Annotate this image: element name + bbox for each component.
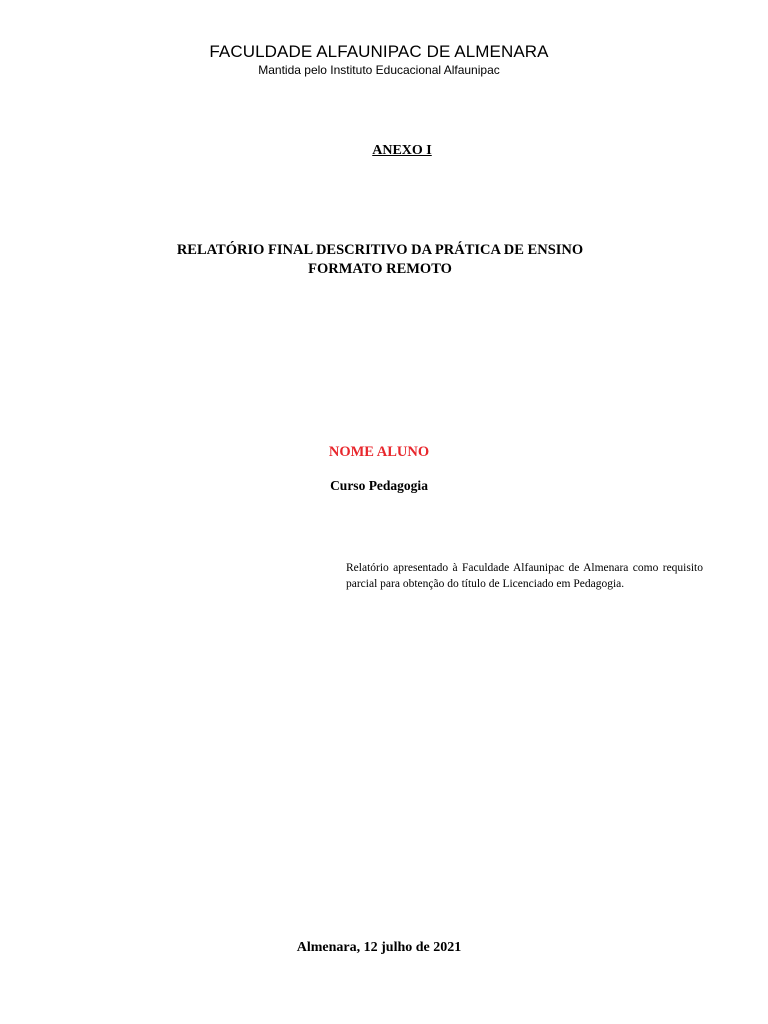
report-description: Relatório apresentado à Faculdade Alfaunipac de Almenara como requisito parcial para obtenção do título de Licenciado em Pedagogia. (346, 562, 703, 590)
student-name: NOME ALUNO (328, 444, 430, 460)
report-title (0, 241, 760, 279)
report-title-line-2: FORMATO REMOTO (308, 261, 452, 277)
report-title-line-1: RELATÓRIO FINAL DESCRITIVO DA PRÁTICA DE ENSINO (176, 242, 584, 258)
institution-subtitle: Mantida pelo Instituto Educacional Alfaunipac (258, 63, 500, 77)
place-and-date: Almenara, 12 julho de 2021 (296, 940, 462, 955)
course-name: Curso Pedagogia (330, 478, 428, 493)
annex-heading: ANEXO I (372, 143, 432, 158)
institution-name: FACULDADE ALFAUNIPAC DE ALMENARA (209, 42, 549, 61)
